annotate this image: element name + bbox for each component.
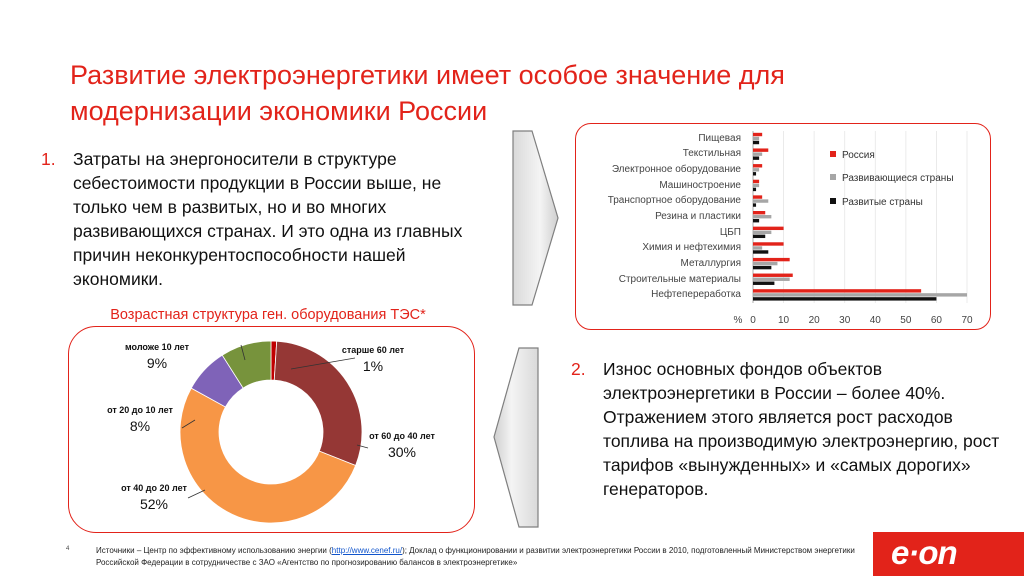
bar-7-1: [753, 246, 762, 249]
bar-8-2: [753, 266, 771, 269]
bar-tick-label-7: 70: [961, 315, 973, 326]
legend-developed-swatch: [830, 198, 836, 204]
bar-tick-label-1: 10: [778, 315, 790, 326]
legend-developed: [830, 197, 923, 208]
bar-7-2: [753, 250, 768, 253]
bar-category-label-6: ЦБП: [719, 226, 741, 238]
legend-developing: [830, 173, 954, 184]
bar-9-1: [753, 278, 790, 281]
bar-category-label-2: Электронное оборудование: [611, 164, 741, 176]
bar-9-2: [753, 282, 774, 285]
pie-label-over-60-value: 1%: [362, 358, 384, 374]
legend-russia-label: Россия: [842, 150, 875, 161]
bar-2-2: [753, 172, 756, 175]
bar-0-1: [753, 137, 759, 140]
bar-8-1: [753, 262, 777, 265]
bar-1-1: [753, 152, 762, 155]
bar-tick-label-4: 40: [869, 315, 881, 326]
point-1-number: 1.: [41, 149, 56, 169]
bar-category-label-8: Металлургия: [680, 257, 741, 269]
pie-label-20-40-name: от 40 до 20 лет: [121, 483, 187, 493]
bar-tick-label-5: 50: [900, 315, 912, 326]
point-2-text: Износ основных фондов объектов электроэнергетики в России – более 40%. Отражением этого является рост расходов топлива на производимую электроэнергию, рост тарифов «вынужденных» и «самых дорогих» генераторов.: [603, 359, 1000, 499]
point-1-text: Затраты на энергоносители в структуре себестоимости продукции в России выше, не только чем в развитых, но и во многих развивающихся странах. И это одна из главных причин неконкурентоспособности нашей экономики.: [73, 149, 463, 289]
pie-label-40-60-value: 30%: [387, 444, 417, 460]
bar-category-label-1: Текстильная: [682, 148, 741, 160]
bar-tick-label-3: 30: [839, 315, 851, 326]
bar-tick-label-0: 0: [750, 315, 756, 326]
bar-0-0: [753, 133, 762, 136]
eon-logo: [873, 532, 1024, 576]
legend-developing-swatch: [830, 174, 836, 180]
pie-label-10-20-value: 8%: [129, 418, 151, 434]
footer-sources: [96, 545, 856, 569]
bar-8-0: [753, 258, 790, 261]
bar-5-2: [753, 219, 759, 222]
bar-6-2: [753, 235, 765, 238]
slide-number: 4: [66, 546, 70, 552]
pie-label-20-40-value: 52%: [139, 496, 169, 512]
pie-chart-title: Возрастная структура ген. оборудования ТЭС*: [98, 306, 438, 325]
bar-0-2: [753, 141, 759, 144]
bar-tick-label-6: 60: [930, 315, 942, 326]
footer-text-before: Источники – Центр по эффективному использованию энергии (: [96, 546, 332, 555]
pie-label-10-20-name: от 20 до 10 лет: [107, 405, 173, 415]
bar-3-0: [753, 180, 759, 183]
legend-russia: [830, 150, 875, 161]
pie-label-40-60-name: от 60 до 40 лет: [369, 431, 435, 441]
bar-1-0: [753, 148, 768, 151]
bar-10-2: [753, 297, 936, 300]
bar-10-0: [753, 289, 921, 292]
bar-2-0: [753, 164, 762, 167]
page-title: Развитие электроэнергетики имеет особое значение для модернизации экономики России: [70, 60, 785, 126]
footer-source-link[interactable]: http://www.cenef.ru/: [331, 546, 403, 555]
bar-tick-label-2: 20: [808, 315, 820, 326]
legend-developing-label: Развивающиеся страны: [842, 173, 954, 184]
legend-russia-swatch: [830, 151, 836, 157]
footer-text-after: ); Доклад о функционировании и развитии электроэнергетики России в 2010, подготовленный Министерством энергетики Российской Федерации в сотрудничестве с ЗАО «Агентство по прогнозированию балансов в электроэнергетике»: [96, 546, 855, 567]
bar-category-label-5: Резина и пластики: [655, 211, 741, 222]
bar-category-label-0: Пищевая: [698, 132, 741, 144]
pie-label-over-60-name: старше 60 лет: [341, 345, 405, 355]
pie-label-under-10-name: моложе 10 лет: [125, 342, 189, 352]
bar-6-0: [753, 227, 784, 230]
bar-3-1: [753, 184, 759, 187]
bar-4-1: [753, 199, 768, 202]
bar-4-2: [753, 203, 756, 206]
bar-category-label-4: Транспортное оборудование: [607, 195, 741, 207]
bar-6-1: [753, 231, 771, 234]
legend-developed-label: Развитые страны: [842, 197, 923, 208]
bar-5-1: [753, 215, 771, 218]
eon-logo-text: e·on: [891, 534, 957, 571]
bar-5-0: [753, 211, 765, 214]
pie-label-under-10-value: 9%: [146, 355, 168, 371]
bar-1-2: [753, 156, 759, 159]
axis-unit-label: %: [733, 315, 743, 326]
bar-10-1: [753, 293, 967, 296]
bar-category-label-3: Машиностроение: [659, 179, 741, 191]
bar-2-1: [753, 168, 759, 171]
bar-4-0: [753, 195, 762, 198]
point-2-number: 2.: [571, 359, 586, 379]
bar-9-0: [753, 274, 793, 277]
bar-3-2: [753, 188, 756, 191]
bar-category-label-10: Нефтепереработка: [651, 289, 741, 301]
bar-7-0: [753, 242, 784, 245]
bar-category-label-7: Химия и нефтехимия: [642, 242, 741, 254]
bar-category-label-9: Строительные материалы: [618, 273, 741, 285]
